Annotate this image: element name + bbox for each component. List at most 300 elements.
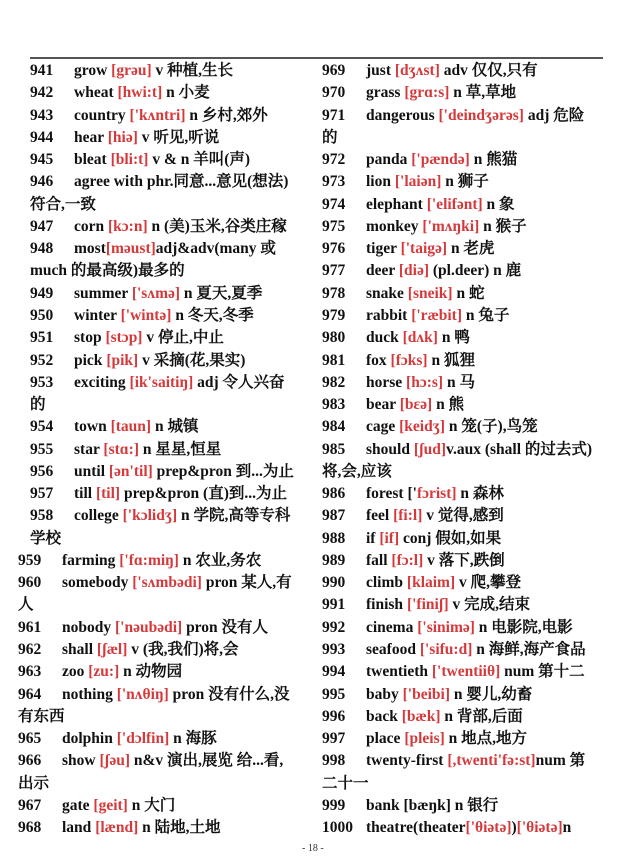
entry-text <box>366 706 523 728</box>
phonetic-transcription: [ik'saitiŋ] <box>129 373 194 391</box>
entry-number: 961 <box>18 618 42 636</box>
entry-number: 950 <box>30 306 54 324</box>
entry-segment: 二十一 <box>322 774 369 792</box>
entry-segment: winter <box>74 306 121 324</box>
entry-segment: seafood <box>366 641 420 659</box>
entry-segment: gate <box>62 796 94 814</box>
entry-text <box>322 127 338 149</box>
entry-segment: n 海鲜,海产食品 <box>472 641 586 659</box>
entry-number: 970 <box>322 84 346 102</box>
entry-segment: prep&pron 到...为止 <box>152 462 294 480</box>
entry-segment: 的 <box>322 128 338 146</box>
entry-segment: agree with phr.同意...意见(想法) <box>74 173 289 191</box>
entry-text <box>62 617 268 639</box>
phonetic-transcription: ['sʌmə] <box>131 284 181 302</box>
entry-segment: if <box>366 529 380 547</box>
entry-segment: bank [bæŋk] n 银行 <box>366 796 499 814</box>
entry-segment: fall <box>366 551 392 569</box>
phonetic-transcription: [hwi:t] <box>117 84 163 102</box>
phonetic-transcription: [stɔp] <box>105 329 143 347</box>
phonetic-transcription: ['sifu:d] <box>419 641 473 659</box>
phonetic-transcription: [məust] <box>105 240 156 258</box>
entry-segment: n 背部,后面 <box>440 707 523 725</box>
entry-number: 1000 <box>322 819 353 837</box>
phonetic-transcription: [diə] <box>398 262 429 280</box>
entry-segment: 符合,一致 <box>30 195 96 213</box>
entry-segment: n 熊 <box>432 396 465 414</box>
entry-segment: n 农业,务农 <box>178 551 262 569</box>
entry-text <box>74 483 287 505</box>
entry-number: 941 <box>30 62 54 79</box>
entry-segment: 出示 <box>18 774 50 792</box>
entry-text <box>62 572 292 594</box>
entry-segment: wheat <box>74 84 118 102</box>
entry-text <box>366 82 516 104</box>
phonetic-transcription: ['sʌmbədi] <box>132 574 202 592</box>
entry-segment: n <box>562 819 572 837</box>
entry-number: 976 <box>322 240 346 258</box>
entry-segment: n 森林 <box>456 485 504 503</box>
entry-text <box>30 528 61 550</box>
entry-text <box>18 773 49 795</box>
entry-segment: lion <box>366 173 395 191</box>
entry-segment: n 熊猫 <box>469 151 518 169</box>
phonetic-transcription: [ʃəu] <box>99 752 130 770</box>
entry-text <box>74 372 285 394</box>
entry-text <box>366 283 484 305</box>
entry-segment: n 笼(子),鸟笼 <box>445 418 538 436</box>
entry-number: 948 <box>30 240 54 258</box>
entry-text <box>74 105 268 127</box>
entry-segment: n 陆地,土地 <box>138 819 221 837</box>
entry-text <box>366 483 504 505</box>
entry-number: 951 <box>30 329 54 347</box>
entry-text <box>366 617 573 639</box>
entry-segment: rabbit <box>366 306 412 324</box>
phonetic-transcription: ['laiən] <box>394 173 442 191</box>
entry-text <box>74 238 276 260</box>
phonetic-transcription: [dʒʌst] <box>394 62 440 79</box>
entry-segment: n 小麦 <box>162 84 210 102</box>
phonetic-transcription: ['finiʃ] <box>406 596 449 614</box>
entry-segment: forest [' <box>366 485 417 503</box>
phonetic-transcription: ['θiətə] <box>465 819 512 837</box>
entry-segment: star <box>74 440 104 458</box>
phonetic-transcription: [sneik] <box>407 284 453 302</box>
entry-segment: prep&pron (直)到...为止 <box>120 485 287 503</box>
entry-segment: show <box>62 752 100 770</box>
entry-segment: summer <box>74 284 132 302</box>
entry-text <box>366 260 521 282</box>
entry-number: 958 <box>30 507 54 525</box>
entry-segment: n 电影院,电影 <box>474 618 573 636</box>
phonetic-transcription: [til] <box>95 485 121 503</box>
entry-segment: v 种植,生长 <box>151 62 234 79</box>
entry-text <box>322 773 369 795</box>
entry-segment: somebody <box>62 574 133 592</box>
entry-segment: v & n 羊叫(声) <box>148 151 251 169</box>
entry-number: 968 <box>18 819 42 837</box>
entry-text <box>366 327 470 349</box>
entry-segment: exciting <box>74 373 130 391</box>
entry-segment: adj 令人兴奋 <box>193 373 285 391</box>
entry-segment: n 学院,高等专科 <box>177 507 291 525</box>
entry-text <box>366 795 498 817</box>
entry-text <box>366 439 592 461</box>
entry-number: 996 <box>322 707 346 725</box>
page-number: - 18 - <box>302 843 324 854</box>
entry-text <box>30 260 185 282</box>
entry-segment: n 老虎 <box>447 240 495 258</box>
entry-text <box>366 171 489 193</box>
entry-segment: twenty-first <box>366 752 448 770</box>
entry-text <box>74 327 224 349</box>
entry-number: 994 <box>322 663 346 681</box>
entry-segment: n 地点,地方 <box>444 730 528 748</box>
entry-text <box>30 194 96 216</box>
entry-number: 949 <box>30 284 54 302</box>
phonetic-transcription: ['dɔlfin] <box>116 730 170 748</box>
entry-number: 980 <box>322 329 346 347</box>
phonetic-transcription: [bæk] <box>401 707 441 725</box>
entry-segment: shall <box>62 641 97 659</box>
header-rule <box>30 57 603 59</box>
entry-segment: n 动物园 <box>119 663 183 681</box>
entry-text <box>62 817 221 839</box>
entry-segment: horse <box>366 373 407 391</box>
entry-segment: dangerous <box>366 106 439 124</box>
entry-number: 955 <box>30 440 54 458</box>
phonetic-transcription: ['nəubədi] <box>115 618 183 636</box>
entry-segment: just <box>366 62 395 79</box>
entry-segment: v.aux (shall 的过去式) <box>446 440 593 458</box>
phonetic-transcription: ['beibi] <box>402 685 450 703</box>
entry-segment: n 城镇 <box>151 418 199 436</box>
entry-segment: fox <box>366 351 391 369</box>
phonetic-transcription: ['kʌntri] <box>129 106 186 124</box>
entry-text <box>366 105 584 127</box>
entry-number: 987 <box>322 507 346 525</box>
entry-text <box>74 305 254 327</box>
entry-segment: v 停止,中止 <box>142 329 224 347</box>
entry-number: 952 <box>30 351 54 369</box>
entry-text <box>366 572 521 594</box>
entry-number: 992 <box>322 618 346 636</box>
entry-text <box>366 528 501 550</box>
phonetic-transcription: [fɔks] <box>390 351 428 369</box>
phonetic-transcription: [pik] <box>106 351 139 369</box>
phonetic-transcription: [grəu] <box>111 62 152 79</box>
entry-number: 999 <box>322 796 346 814</box>
entry-segment: pron 没有什么,没 <box>168 685 290 703</box>
entry-segment: n 乡村,郊外 <box>185 106 268 124</box>
entry-number: 959 <box>18 551 42 569</box>
entry-segment: n 冬天,冬季 <box>171 306 254 324</box>
entry-segment: finish <box>366 596 407 614</box>
entry-segment: bleat <box>74 151 111 169</box>
entry-segment: n 海豚 <box>169 730 217 748</box>
entry-number: 957 <box>30 485 54 503</box>
entry-text <box>74 439 221 461</box>
entry-text <box>366 684 532 706</box>
entry-segment: pick <box>74 351 107 369</box>
phonetic-transcription: [if] <box>379 529 400 547</box>
entry-segment: corn <box>74 217 109 235</box>
entry-segment: land <box>62 819 96 837</box>
phonetic-transcription: [klaim] <box>406 574 456 592</box>
entry-number: 997 <box>322 730 346 748</box>
entry-segment: n 草,草地 <box>449 84 517 102</box>
entry-number: 969 <box>322 62 346 79</box>
phonetic-transcription: ['θiətə] <box>516 819 563 837</box>
phonetic-transcription: [grɑ:s] <box>404 84 450 102</box>
entry-segment: v 觉得,感到 <box>422 507 504 525</box>
entry-segment: (pl.deer) n 鹿 <box>429 262 522 280</box>
entry-segment: adj&adv(many 或 <box>155 240 276 258</box>
entry-text <box>74 127 219 149</box>
entry-segment: bear <box>366 396 400 414</box>
entry-number: 988 <box>322 529 346 547</box>
entry-segment: 学校 <box>30 529 62 547</box>
phonetic-transcription: [geit] <box>93 796 128 814</box>
entry-number: 991 <box>322 596 346 614</box>
phonetic-transcription: [dʌk] <box>402 329 438 347</box>
entry-text <box>366 305 509 327</box>
entry-text <box>74 505 290 527</box>
phonetic-transcription: [hiə] <box>107 128 138 146</box>
entry-text <box>62 639 238 661</box>
entry-segment: num 第十二 <box>500 663 585 681</box>
entry-segment: 有东西 <box>18 707 65 725</box>
entry-text <box>74 149 250 171</box>
entry-number: 963 <box>18 663 42 681</box>
entry-number: 975 <box>322 217 346 235</box>
entry-segment: tiger <box>366 240 401 258</box>
entry-segment: n 马 <box>443 373 475 391</box>
entry-segment: n 狮子 <box>441 173 489 191</box>
phonetic-transcription: ['ræbit] <box>411 306 463 324</box>
entry-segment: v 落下,跌倒 <box>423 551 505 569</box>
entry-text <box>366 149 517 171</box>
entry-segment: till <box>74 485 96 503</box>
entry-text <box>366 60 538 82</box>
entry-segment: stop <box>74 329 106 347</box>
entry-segment: most <box>74 240 106 258</box>
entry-text <box>366 416 538 438</box>
entry-segment: adv 仅仅,只有 <box>439 62 538 79</box>
entry-text <box>18 594 34 616</box>
entry-segment: grow <box>74 62 112 79</box>
entry-text <box>322 461 392 483</box>
entry-number: 944 <box>30 128 54 146</box>
entry-segment: should <box>366 440 414 458</box>
entry-text <box>366 550 505 572</box>
entry-text <box>74 350 245 372</box>
entry-text <box>74 216 287 238</box>
entry-segment: n 大门 <box>127 796 176 814</box>
entry-text <box>62 728 217 750</box>
phonetic-transcription: ['elifənt] <box>426 195 483 213</box>
phonetic-transcription: [keidʒ] <box>399 418 445 436</box>
entry-text <box>366 594 530 616</box>
entry-number: 966 <box>18 752 42 770</box>
entry-number: 967 <box>18 796 42 814</box>
entry-segment: v 完成,结束 <box>448 596 531 614</box>
entry-number: 998 <box>322 752 346 770</box>
entry-segment: town <box>74 418 111 436</box>
entry-segment: n 鸭 <box>437 329 470 347</box>
entry-segment: zoo <box>62 663 89 681</box>
entry-segment: v 听见,听说 <box>137 128 220 146</box>
entry-segment: pron 没有人 <box>182 618 269 636</box>
entry-segment: v (我,我们)将,会 <box>127 641 239 659</box>
phonetic-transcription: ['mʌŋki] <box>422 217 480 235</box>
phonetic-transcription: [lænd] <box>95 819 139 837</box>
entry-text <box>366 817 571 839</box>
entry-number: 993 <box>322 641 346 659</box>
entry-number: 960 <box>18 574 42 592</box>
entry-number: 985 <box>322 440 346 458</box>
phonetic-transcription: ['twentiiθ] <box>431 663 501 681</box>
entry-segment: country <box>74 106 130 124</box>
entry-segment: duck <box>366 329 403 347</box>
entry-number: 978 <box>322 284 346 302</box>
entry-number: 982 <box>322 373 346 391</box>
phonetic-transcription: ['taigə] <box>400 240 448 258</box>
entry-segment: grass <box>366 84 405 102</box>
entry-segment: v 爬,攀登 <box>455 574 522 592</box>
entry-segment: nothing <box>62 685 117 703</box>
phonetic-transcription: ['kɔlidʒ] <box>122 507 178 525</box>
entry-number: 974 <box>322 195 346 213</box>
phonetic-transcription: [bli:t] <box>110 151 149 169</box>
entry-segment: ) <box>511 819 517 837</box>
entry-number: 947 <box>30 217 54 235</box>
entry-text <box>366 350 475 372</box>
entry-segment: n (美)玉米,谷类庄稼 <box>147 217 287 235</box>
entry-segment: climb <box>366 574 407 592</box>
entry-text <box>74 416 198 438</box>
entry-number: 973 <box>322 173 346 191</box>
phonetic-transcription: [hɔ:s] <box>406 373 444 391</box>
entry-number: 989 <box>322 551 346 569</box>
entry-text <box>62 795 175 817</box>
entry-number: 964 <box>18 685 42 703</box>
entry-text <box>366 750 585 772</box>
entry-segment: back <box>366 707 402 725</box>
entry-segment: pron 某人,有 <box>201 574 292 592</box>
entry-text <box>62 661 182 683</box>
entry-segment: much 的最高级)最多的 <box>30 262 185 280</box>
entry-number: 965 <box>18 730 42 748</box>
phonetic-transcription: ['pændə] <box>411 151 470 169</box>
entry-segment: feel <box>366 507 394 525</box>
entry-segment: elephant <box>366 195 427 213</box>
entry-text <box>366 372 475 394</box>
entry-segment: dolphin <box>62 730 117 748</box>
entry-text <box>366 728 527 750</box>
phonetic-transcription: [ʃud] <box>413 440 447 458</box>
entry-text <box>74 82 210 104</box>
entry-text <box>366 394 464 416</box>
entry-text <box>366 661 585 683</box>
entry-segment: n 兔子 <box>462 306 510 324</box>
phonetic-transcription: ['nʌθiŋ] <box>116 685 169 703</box>
phonetic-transcription: fɔrist] <box>416 485 457 503</box>
entry-number: 971 <box>322 106 346 124</box>
phonetic-transcription: [kɔ:n] <box>108 217 148 235</box>
entry-segment: conj 假如,如果 <box>399 529 502 547</box>
entry-number: 954 <box>30 418 54 436</box>
entry-text <box>74 60 233 82</box>
entry-text <box>366 194 515 216</box>
entry-number: 979 <box>322 306 346 324</box>
entry-number: 962 <box>18 641 42 659</box>
entry-segment: n 星星,恒星 <box>139 440 222 458</box>
entry-segment: college <box>74 507 123 525</box>
entry-segment: place <box>366 730 405 748</box>
entry-segment: snake <box>366 284 408 302</box>
phonetic-transcription: ['sinimə] <box>417 618 475 636</box>
entry-segment: monkey <box>366 217 423 235</box>
entry-segment: n 猴子 <box>479 217 527 235</box>
entry-segment: cinema <box>366 618 418 636</box>
entry-text <box>62 550 261 572</box>
entry-number: 977 <box>322 262 346 280</box>
entry-segment: farming <box>62 551 120 569</box>
entry-segment: hear <box>74 128 108 146</box>
entry-segment: 的 <box>30 396 46 414</box>
entry-segment: n 蛇 <box>452 284 485 302</box>
phonetic-transcription: [fɔ:l] <box>391 551 424 569</box>
entry-number: 943 <box>30 106 54 124</box>
entry-number: 953 <box>30 373 54 391</box>
entry-number: 984 <box>322 418 346 436</box>
entry-number: 990 <box>322 574 346 592</box>
entry-text <box>74 461 294 483</box>
entry-text <box>74 283 262 305</box>
entry-segment: theatre(theater <box>366 819 466 837</box>
phonetic-transcription: [bεə] <box>399 396 433 414</box>
entry-segment: panda <box>366 151 412 169</box>
phonetic-transcription: ['fɑ:miŋ] <box>119 551 179 569</box>
entry-segment: n 夏天,夏季 <box>180 284 263 302</box>
entry-text <box>30 394 46 416</box>
entry-number: 942 <box>30 84 54 102</box>
entry-segment: adj 危险 <box>523 106 585 124</box>
entry-text <box>366 639 586 661</box>
phonetic-transcription: ['wintə] <box>120 306 172 324</box>
phonetic-transcription: [,twenti'fə:st] <box>447 752 536 770</box>
entry-text <box>18 706 65 728</box>
entry-number: 946 <box>30 173 54 191</box>
phonetic-transcription: [fi:l] <box>393 507 423 525</box>
entry-segment: twentieth <box>366 663 432 681</box>
entry-segment: v 采摘(花,果实) <box>138 351 246 369</box>
phonetic-transcription: ['deindʒərəs] <box>438 106 524 124</box>
entry-text <box>366 216 527 238</box>
entry-segment: n 象 <box>482 195 515 213</box>
entry-segment: nobody <box>62 618 115 636</box>
entry-text <box>366 238 494 260</box>
entry-number: 956 <box>30 462 54 480</box>
entry-number: 983 <box>322 396 346 414</box>
entry-segment: n 婴儿,幼畜 <box>450 685 533 703</box>
entry-number: 945 <box>30 151 54 169</box>
entry-segment: n&v 演出,展览 给...看, <box>130 752 284 770</box>
entry-number: 995 <box>322 685 346 703</box>
entry-segment: baby <box>366 685 403 703</box>
